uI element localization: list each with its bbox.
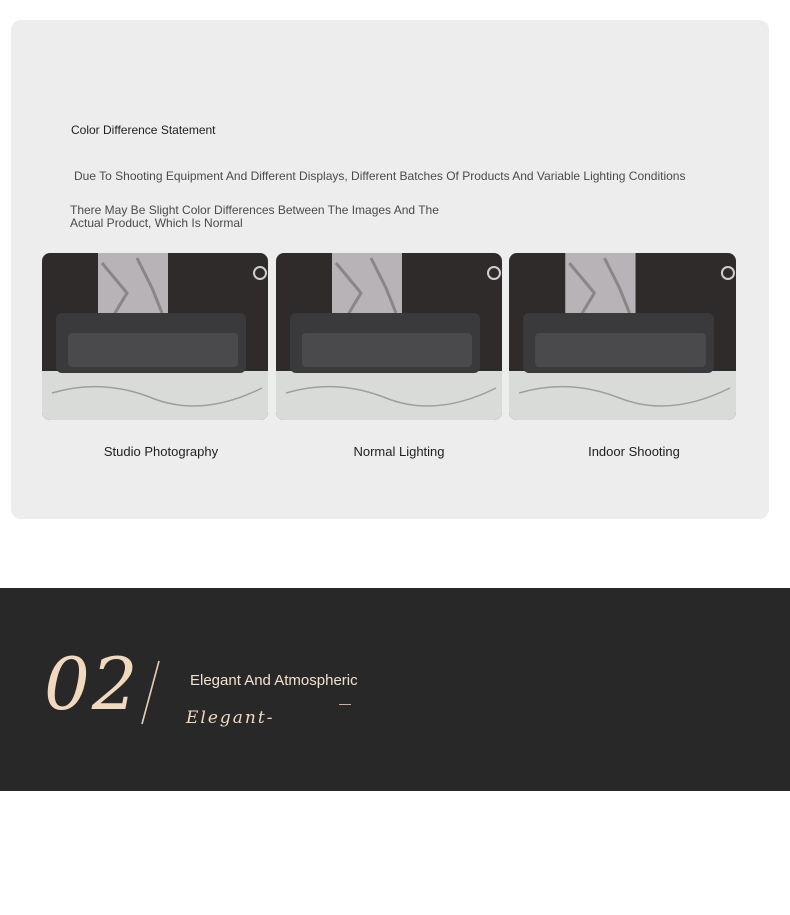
sofa-photo-normal (276, 253, 502, 420)
caption-studio: Studio Photography (103, 444, 219, 459)
divider-slash (139, 660, 161, 726)
sofa-photo-studio (42, 253, 268, 420)
section-number: 02 (44, 642, 140, 726)
statement-title: Color Difference Statement (71, 123, 216, 137)
section-script: Elegant- (186, 708, 275, 728)
sofa-photo-indoor (509, 253, 736, 420)
caption-normal: Normal Lighting (353, 444, 445, 459)
statement-line-1: Due To Shooting Equipment And Different Displays, Different Batches Of Products And Variable Lighting Conditions (74, 169, 686, 183)
statement-line-2: There May Be Slight Color Differences Between The Images And The Actual Product, Which Is Normal (70, 203, 439, 230)
section-heading: Elegant And Atmospheric (190, 672, 358, 689)
caption-indoor: Indoor Shooting (588, 444, 680, 459)
decorative-dash (339, 704, 351, 705)
